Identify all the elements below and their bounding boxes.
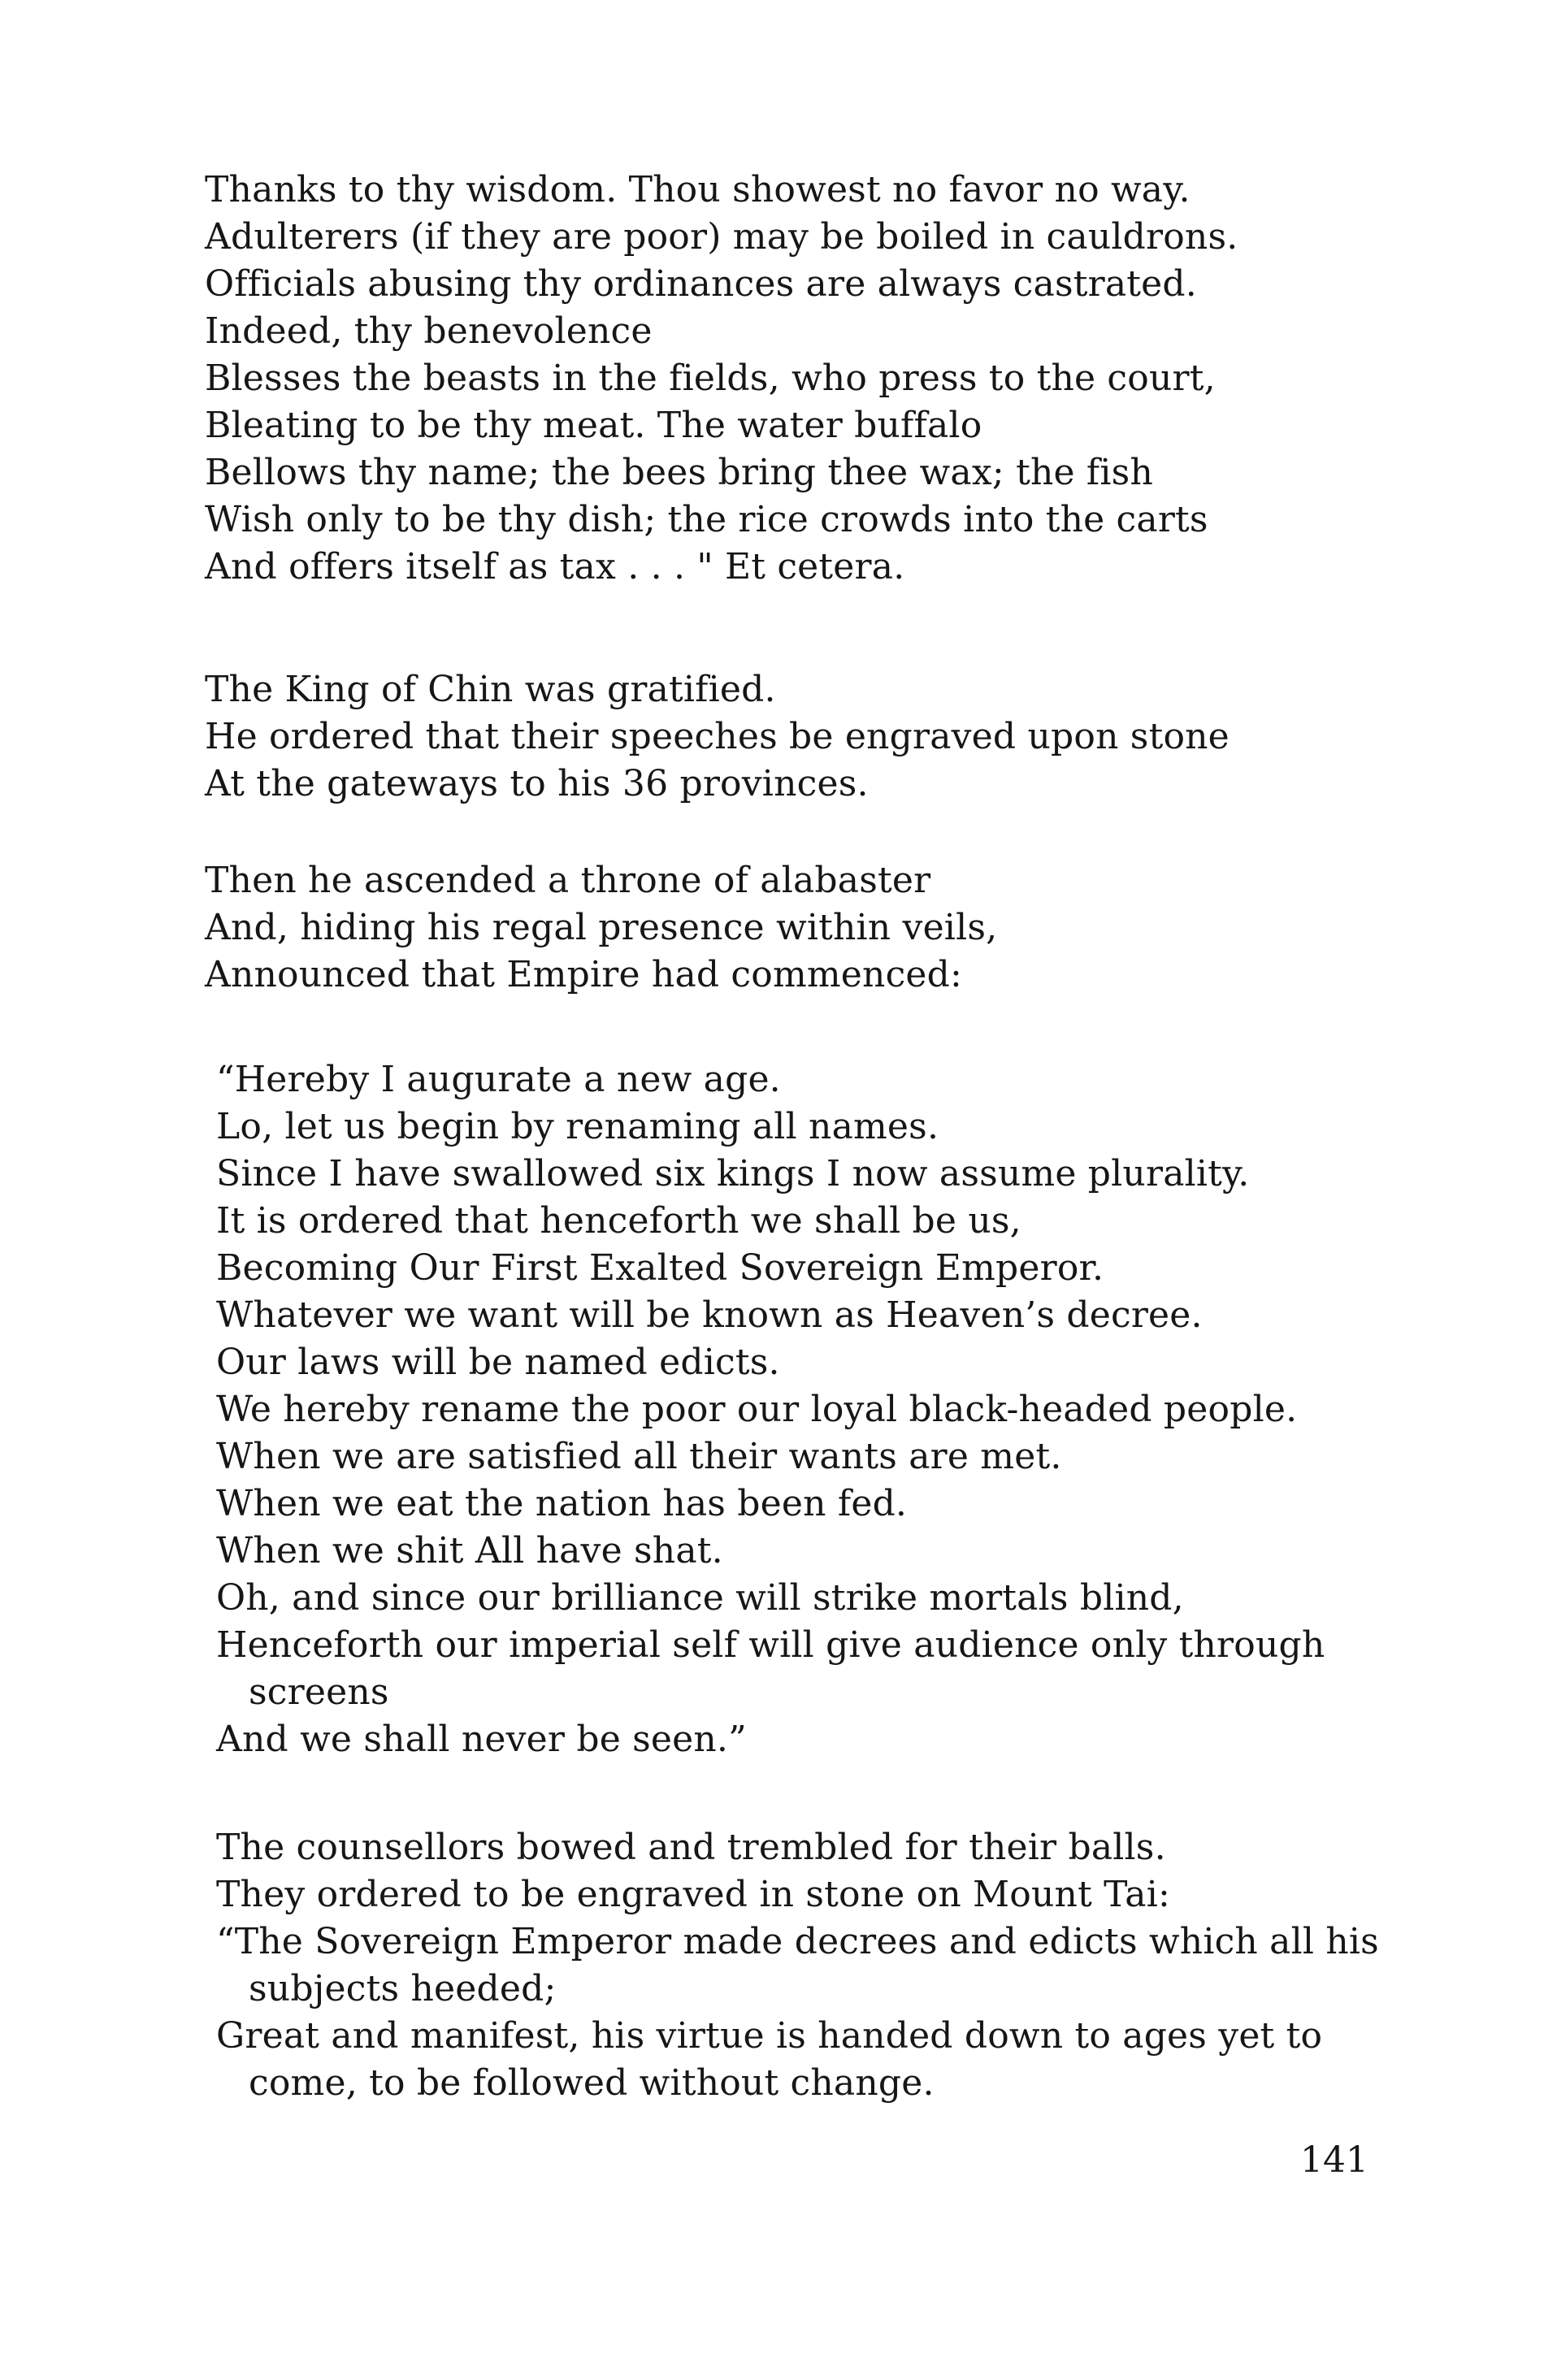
poem-line: We hereby rename the poor our loyal black-headed people.	[216, 1389, 1298, 1430]
poem-line: When we are satisfied all their wants are met.	[216, 1436, 1062, 1477]
poem-line: Then he ascended a throne of alabaster	[205, 860, 931, 901]
poem-line: And we shall never be seen.”	[216, 1719, 747, 1760]
poem-line: When we shit All have shat.	[216, 1530, 723, 1571]
poem-line-continuation: come, to be followed without change.	[249, 2062, 935, 2104]
page-number: 141	[1300, 2139, 1368, 2181]
poem-line: Great and manifest, his virtue is handed down to ages yet to	[216, 2015, 1323, 2057]
poem-line: Oh, and since our brilliance will strike mortals blind,	[216, 1577, 1184, 1619]
poem-line-continuation: screens	[249, 1671, 389, 1713]
poem-line: And, hiding his regal presence within veils,	[205, 907, 998, 948]
poem-line: Bleating to be thy meat. The water buffalo	[205, 405, 982, 446]
poem-line: Thanks to thy wisdom. Thou showest no favor no way.	[205, 169, 1191, 210]
poem-line: Officials abusing thy ordinances are always castrated.	[205, 263, 1197, 305]
poem-line: And offers itself as tax . . . " Et cetera.	[205, 546, 905, 587]
poem-line: Henceforth our imperial self will give audience only through	[216, 1624, 1325, 1666]
poem-line: The counsellors bowed and trembled for their balls.	[216, 1827, 1166, 1868]
stanza-2	[205, 666, 1391, 808]
stanza-3	[205, 857, 1391, 999]
poem-line: Blesses the beasts in the fields, who press to the court,	[205, 358, 1216, 399]
stanza-4	[216, 1056, 1403, 1763]
poem-line: Bellows thy name; the bees bring thee wax; the fish	[205, 452, 1153, 493]
poem-line: “The Sovereign Emperor made decrees and edicts which all his	[216, 1921, 1379, 1962]
poem-line-continuation: subjects heeded;	[249, 1968, 557, 2009]
poem-line: Indeed, thy benevolence	[205, 310, 653, 352]
poem-line: Whatever we want will be known as Heaven’s decree.	[216, 1294, 1203, 1336]
poem-line: Wish only to be thy dish; the rice crowds into the carts	[205, 499, 1208, 540]
poem-line: Becoming Our First Exalted Sovereign Emperor.	[216, 1247, 1104, 1289]
poem-line: The King of Chin was gratified.	[205, 669, 776, 710]
poem-line: Our laws will be named edicts.	[216, 1342, 780, 1383]
poem-line: At the gateways to his 36 provinces.	[205, 763, 869, 804]
poem-line: He ordered that their speeches be engraved upon stone	[205, 716, 1230, 757]
poem-line: Lo, let us begin by renaming all names.	[216, 1106, 939, 1147]
stanza-5	[216, 1824, 1403, 2107]
poem-line: Adulterers (if they are poor) may be boiled in cauldrons.	[205, 216, 1238, 258]
poem-line: Since I have swallowed six kings I now assume plurality.	[216, 1153, 1250, 1194]
poem-line: “Hereby I augurate a new age.	[216, 1059, 781, 1100]
poem-line: It is ordered that henceforth we shall be us,	[216, 1200, 1021, 1242]
poem-line: When we eat the nation has been fed.	[216, 1483, 908, 1524]
poem-line: Announced that Empire had commenced:	[205, 954, 963, 995]
stanza-1	[205, 167, 1391, 591]
poem-line: They ordered to be engraved in stone on Mount Tai:	[216, 1874, 1171, 1915]
